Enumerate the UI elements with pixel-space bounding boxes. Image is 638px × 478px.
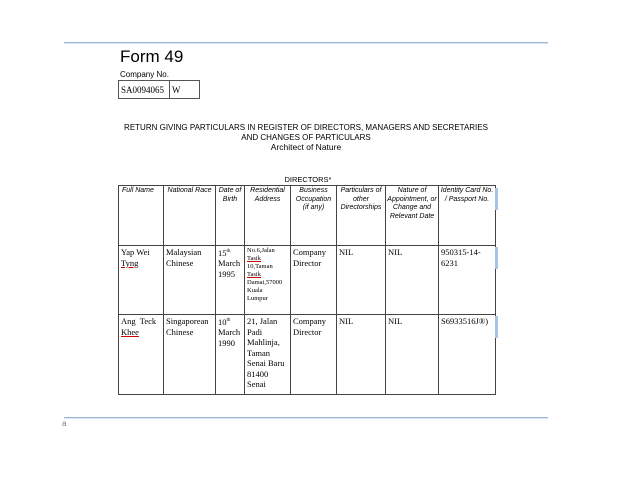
footer-marker: a bbox=[62, 419, 67, 428]
column-resize-marker[interactable] bbox=[495, 247, 498, 269]
address-line: No.6,Jalan bbox=[247, 247, 275, 254]
header-nature-of-appointment: Nature of Appointment, or Change and Relevant Date bbox=[386, 186, 439, 246]
header-date-of-birth: Date of Birth bbox=[216, 186, 245, 246]
header-residential-address: Residential Address bbox=[245, 186, 291, 246]
id-line: 6231 bbox=[441, 257, 458, 268]
company-name: Architect of Nature bbox=[270, 142, 342, 152]
header-other-directorships: Particulars of other Directorships bbox=[337, 186, 386, 246]
address-line: Padi bbox=[247, 326, 263, 337]
address-line: Senai bbox=[247, 379, 266, 389]
address-line: 81400 bbox=[247, 368, 269, 379]
cell-full-name bbox=[119, 246, 164, 315]
company-no-label: Company No. bbox=[120, 70, 169, 79]
form-title: Form 49 bbox=[120, 47, 184, 66]
table-header-row bbox=[119, 186, 496, 246]
cell-residential-address bbox=[245, 315, 291, 395]
dob-month: March bbox=[218, 327, 241, 338]
cell-date-of-birth bbox=[216, 246, 245, 315]
dob-day-line bbox=[218, 247, 242, 258]
directors-heading: DIRECTORS* bbox=[284, 175, 332, 184]
column-resize-marker[interactable] bbox=[495, 188, 498, 210]
company-no-box bbox=[118, 80, 200, 99]
cell-nature-of-appointment: NIL bbox=[386, 246, 439, 315]
table-row bbox=[119, 315, 496, 395]
header-business-occupation: Business Occupation (if any) bbox=[291, 186, 337, 246]
table-row bbox=[119, 246, 496, 315]
top-rule-shadow bbox=[64, 43, 548, 44]
dob-suffix: th bbox=[226, 249, 231, 254]
return-heading-line1: RETURN GIVING PARTICULARS IN REGISTER OF DIRECTORS, MANAGERS AND SECRETARIES bbox=[124, 123, 488, 132]
dob-day-line bbox=[218, 316, 242, 327]
dob-day: 15 bbox=[218, 247, 227, 258]
occupation-line: Director bbox=[293, 326, 322, 337]
address-line: Damai,57000 bbox=[247, 279, 283, 286]
cell-business-occupation bbox=[291, 246, 337, 315]
name-line: Khee bbox=[121, 326, 139, 337]
cell-national-race bbox=[164, 315, 216, 395]
cell-other-directorships: NIL bbox=[337, 246, 386, 315]
address-line: Mahlinja, bbox=[247, 337, 280, 347]
address-line: Kuala bbox=[247, 287, 263, 294]
name-line: Yap Wei bbox=[121, 247, 150, 257]
address-line: Taman bbox=[247, 347, 271, 358]
cell-identity-card bbox=[439, 246, 496, 315]
address-line: Senai Baru bbox=[247, 358, 285, 368]
dob-year: 1995 bbox=[218, 268, 235, 279]
id-line: S6933516J®) bbox=[441, 316, 489, 326]
company-no-suffix: W bbox=[172, 84, 181, 95]
dob-day: 10 bbox=[218, 316, 227, 327]
nationality-line: Singaporean bbox=[166, 316, 209, 326]
address-line: 21, Jalan bbox=[247, 316, 278, 326]
id-line: 950315-14- bbox=[441, 247, 481, 257]
bottom-rule-shadow bbox=[64, 418, 548, 419]
cell-identity-card bbox=[439, 315, 496, 395]
dob-month: March bbox=[218, 258, 241, 269]
nationality-line: Malaysian bbox=[166, 247, 202, 257]
cell-national-race bbox=[164, 246, 216, 315]
company-no-value: SA0094065 bbox=[119, 81, 170, 98]
race-line: Chinese bbox=[166, 326, 194, 337]
header-identity-card: Identity Card No. / Passport No. bbox=[439, 186, 496, 246]
cell-full-name bbox=[119, 315, 164, 395]
cell-residential-address bbox=[245, 246, 291, 315]
name-line: Tyng bbox=[121, 257, 139, 268]
occupation-line: Director bbox=[293, 257, 322, 268]
name-line: Ang Teck bbox=[121, 316, 157, 326]
occupation-line: Company bbox=[293, 247, 327, 257]
column-resize-marker[interactable] bbox=[495, 316, 498, 338]
directors-table bbox=[118, 185, 496, 395]
cell-other-directorships: NIL bbox=[337, 315, 386, 395]
cell-date-of-birth bbox=[216, 315, 245, 395]
cell-business-occupation bbox=[291, 315, 337, 395]
header-full-name: Full Name bbox=[119, 186, 164, 246]
address-line: Tasik bbox=[247, 271, 261, 278]
dob-suffix: th bbox=[226, 318, 231, 323]
cell-nature-of-appointment: NIL bbox=[386, 315, 439, 395]
address-line: Tasik bbox=[247, 255, 261, 262]
race-line: Chinese bbox=[166, 257, 194, 268]
header-national-race: National Race bbox=[164, 186, 216, 246]
return-heading-line2: AND CHANGES OF PARTICULARS bbox=[241, 133, 371, 142]
return-heading bbox=[118, 123, 494, 143]
occupation-line: Company bbox=[293, 316, 327, 326]
address-line: Lumpur bbox=[247, 295, 268, 302]
address-line: 10,Taman bbox=[247, 263, 273, 270]
dob-year: 1990 bbox=[218, 337, 235, 348]
